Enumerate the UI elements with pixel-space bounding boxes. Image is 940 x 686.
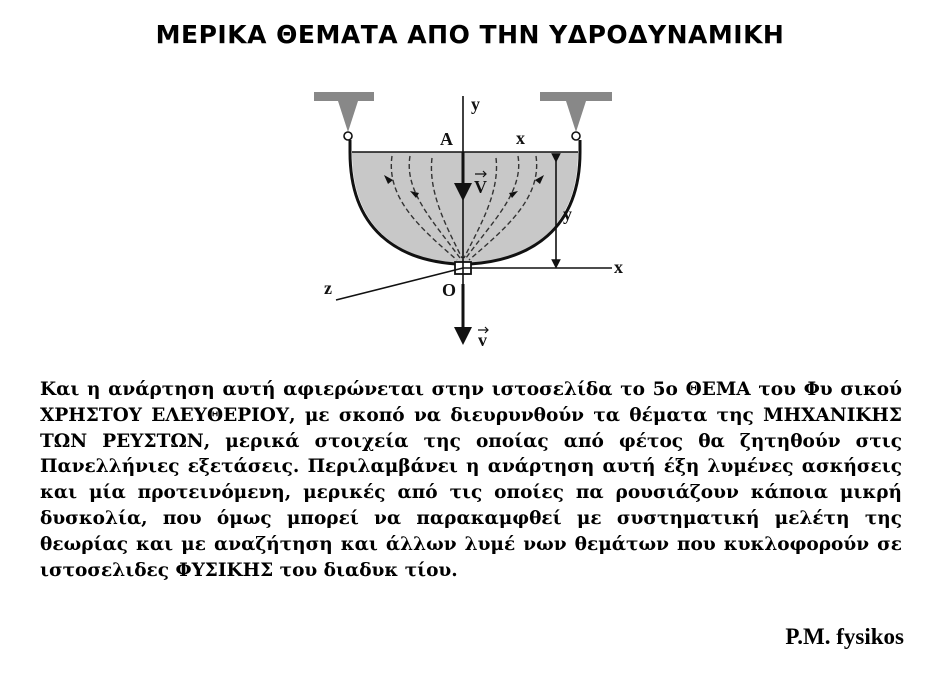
point-A-label: A xyxy=(440,129,453,149)
hydrodynamics-figure xyxy=(300,88,640,358)
liquid xyxy=(352,152,578,264)
left-ceiling-bar xyxy=(314,92,374,101)
x-axis-label: x xyxy=(614,257,623,277)
left-hinge xyxy=(344,132,352,140)
right-ceiling-bar xyxy=(540,92,612,101)
velocity-V-label: V xyxy=(474,177,487,197)
right-hanger xyxy=(566,101,586,132)
surface-x-label: x xyxy=(516,128,525,148)
z-axis-label: z xyxy=(324,278,332,298)
y-axis-label: y xyxy=(471,94,480,114)
velocity-v-label: v xyxy=(478,330,487,350)
body-paragraph: Και η ανάρτηση αυτή αφιερώνεται στην ιστοσελίδα το 5ο ΘΕΜΑ του Φυ σικού ΧΡΗΣΤΟΥ ΕΛΕΥΘΕΡΙΟΥ, με σκοπό να διευρυνθούν τα θέματα της ΜΗΧΑΝΙΚΗΣ ΤΩΝ ΡΕΥΣΤΩΝ, μερικά στοιχεία της οποίας από φέτος θα ζητηθούν στις Πανελλήνιες εξετάσεις. Περιλαμβάνει η ανάρτηση αυτή έξη λυμένες ασκήσεις και μία προτεινόμενη, μερικές από τις οποίες πα ρουσιάζουν κάποια μικρή δυσκολία, που όμως μπορεί να παρακαμφθεί με συστηματική μελέτη της θεωρίας και με αναζήτηση και άλλων λυμέ νων θεμάτων που κυκλοφορούν σε ιστοσελιδες ΦΥΣΙΚΗΣ του διαδυκ τίου. xyxy=(40,379,902,581)
left-hanger xyxy=(338,101,358,132)
vessel-diagram xyxy=(300,88,640,358)
page-title: ΜΕΡΙΚΑ ΘΕΜΑΤΑ ΑΠΟ ΤΗΝ ΥΔΡΟΔΥΝΑΜΙΚΗ xyxy=(155,20,785,49)
height-y-label: y xyxy=(563,204,572,224)
origin-label: O xyxy=(442,280,457,300)
signature: P.M. fysikos xyxy=(785,624,904,649)
right-hinge xyxy=(572,132,580,140)
